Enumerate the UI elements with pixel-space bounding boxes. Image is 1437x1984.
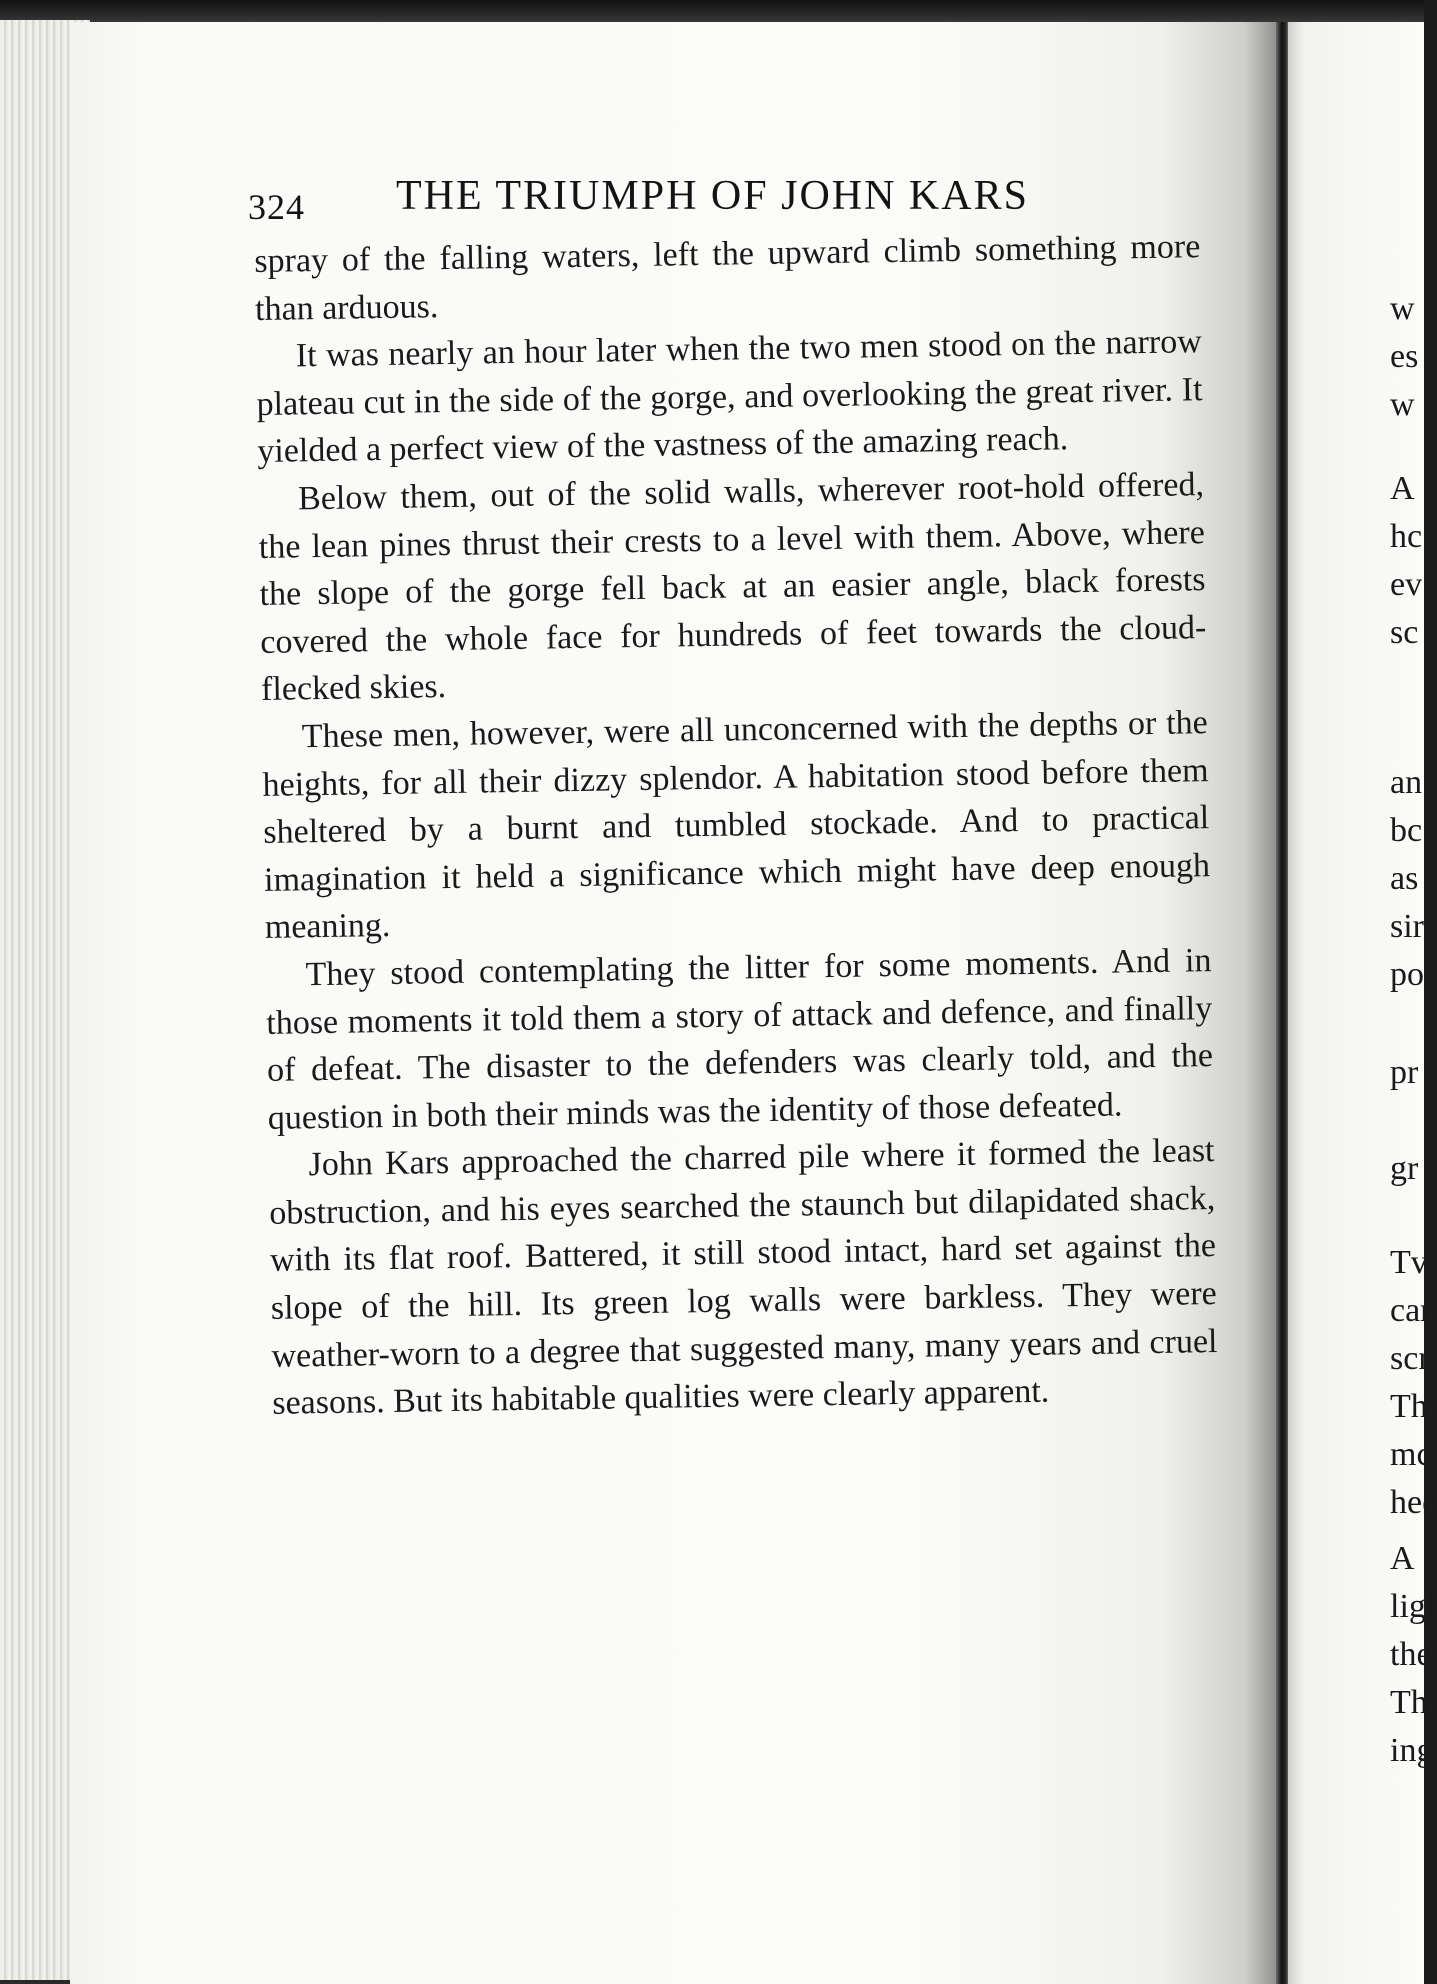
right-page-fragment: w [1390,386,1415,423]
right-page-fragment: an [1390,764,1423,801]
paragraph: They stood contemplating the litter for some moments. And in those moments it told them a story of attack and defence, and finally of defeat. The disaster to the defenders was clearly told, and the question in both their minds was the identity of those defeated. [266,941,1214,1137]
right-page-fragment: scr [1390,1340,1430,1377]
right-page-fragment: hc [1390,518,1423,555]
scan-top-edge [0,0,1424,24]
paragraph: It was nearly an hour later when the two men stood on the narrow plateau cut in the side of the gorge, and overlooking the great river. It yielded a perfect view of the vastness of the amazing reach. [256,323,1203,471]
right-page-fragment: Th [1390,1684,1428,1721]
right-page-fragment: Th [1390,1388,1428,1425]
right-page-fragment: ev [1390,566,1423,603]
right-page-fragment: sir [1390,908,1424,945]
right-page-fragment: as [1390,860,1419,897]
right-page-fragment: po [1390,956,1424,993]
right-page-fragment: bc [1390,812,1423,849]
paragraph: These men, however, were all unconcerned with the depths or the heights, for all their dizzy splendor. A habitation stood before them sheltered by a burnt and tumbled stockade. And to practical imagination it held a significance which might have deep enough meaning. [262,704,1211,947]
paragraph: Below them, out of the solid walls, wherever root-hold offered, the lean pines thrust their crests to a level with them. Above, where the slope of the gorge fell back at an easier angle, black forests covered the whole face for hundreds of feet towards the cloud-flecked skies. [258,466,1207,709]
right-page-fragment: the [1390,1636,1432,1673]
right-page-fragment: gr [1390,1150,1419,1187]
paragraph: spray of the falling waters, left the upward climb something more than arduous. [254,228,1201,328]
right-page-fragment: w [1390,290,1415,327]
right-page-fragment: A [1390,470,1415,507]
right-page-fragment: pr [1390,1054,1419,1091]
right-page-fragment: sc [1390,614,1419,651]
right-page-fragment: car [1390,1292,1432,1329]
body-text [254,223,1219,1428]
right-page-fragment: ligl [1390,1588,1436,1625]
right-page-fragment: Tv [1390,1244,1428,1281]
right-page-fragment: hee [1390,1484,1437,1521]
right-page-fragment: ing [1390,1732,1434,1769]
right-page-fragment: A [1390,1540,1415,1577]
right-page-fragment: es [1390,338,1419,375]
page-number: 324 [248,187,305,227]
paragraph: John Kars approached the charred pile where it formed the least obstruction, and his eyes searched the staunch but dilapidated shack, with its flat roof. Battered, it still stood intact, hard set against the slope of the hill. Its green log walls were barkless. They were weather-worn to a degree that suggested many, many years and cruel seasons. But its habitable qualities were clearly apparent. [269,1132,1218,1423]
running-title: THE TRIUMPH OF JOHN KARS [396,173,1029,219]
right-page-fragment: mc [1390,1436,1432,1473]
